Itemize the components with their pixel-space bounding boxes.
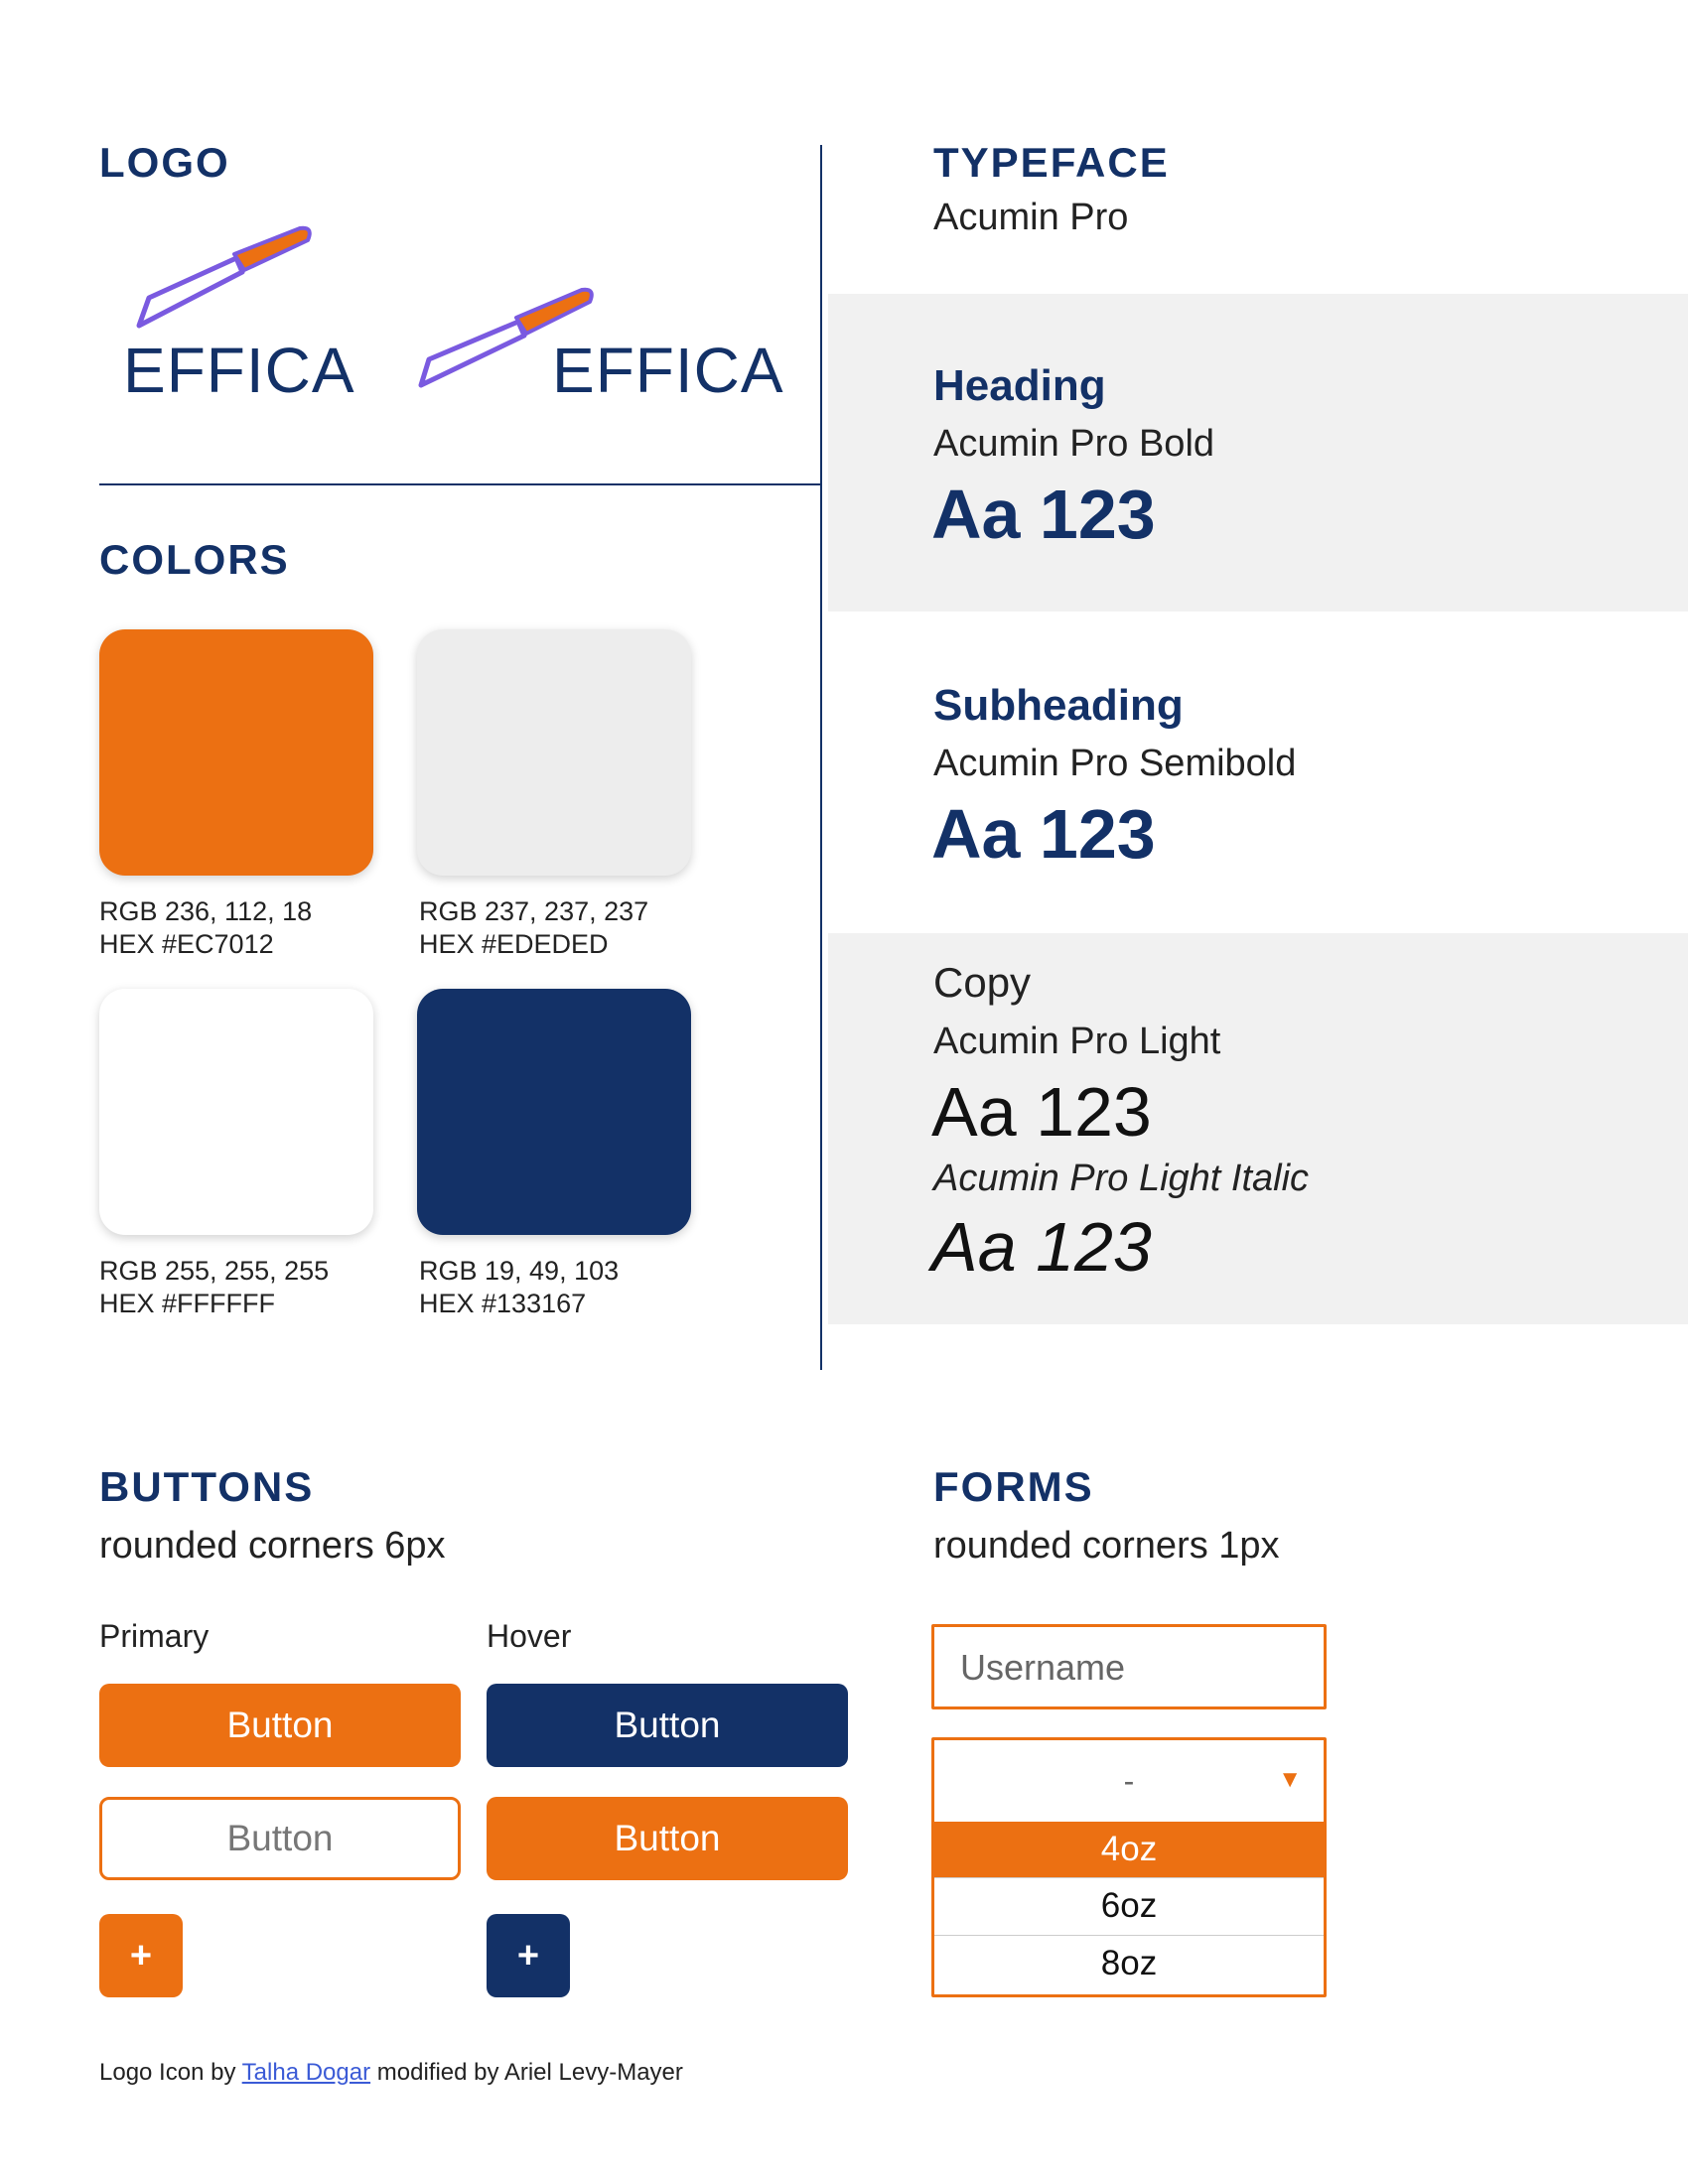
colors-section-title: COLORS: [99, 536, 290, 583]
buttons-note: rounded corners 6px: [99, 1525, 446, 1567]
secondary-button[interactable]: Button: [99, 1797, 461, 1880]
attribution-suffix: modified by Ariel Levy-Mayer: [376, 2059, 683, 2086]
forms-section-title: FORMS: [933, 1463, 1094, 1510]
copy-italic-sample: Aa 123: [931, 1208, 1152, 1286]
copy-sample: Aa 123: [931, 1073, 1152, 1151]
swatch-hex: HEX #EDEDED: [419, 929, 609, 959]
forms-note: rounded corners 1px: [933, 1525, 1280, 1567]
column-divider: [820, 145, 822, 1370]
heading-label: Heading: [933, 361, 1106, 410]
swatch-rgb: RGB 236, 112, 18: [99, 896, 313, 926]
copy-weight: Acumin Pro Light: [933, 1021, 1221, 1062]
primary-label: Primary: [99, 1618, 210, 1654]
heading-sample: Aa 123: [931, 476, 1156, 553]
subheading-weight: Acumin Pro Semibold: [933, 743, 1297, 784]
swatch-navy: [417, 989, 691, 1235]
option-6oz[interactable]: 6oz: [934, 1877, 1324, 1933]
primary-button-hover[interactable]: Button: [487, 1684, 848, 1767]
secondary-button-hover[interactable]: Button: [487, 1797, 848, 1880]
swatch-rgb: RGB 237, 237, 237: [419, 896, 649, 926]
add-button[interactable]: +: [99, 1914, 183, 1997]
typeface-section-title: TYPEFACE: [933, 139, 1170, 186]
swatch-hex: HEX #FFFFFF: [99, 1289, 275, 1318]
swatch-hex: HEX #EC7012: [99, 929, 274, 959]
swatch-hex: HEX #133167: [419, 1289, 587, 1318]
dropdown-arrow-icon[interactable]: ▼: [1278, 1766, 1302, 1793]
add-button-hover[interactable]: +: [487, 1914, 570, 1997]
swatch-rgb: RGB 19, 49, 103: [419, 1256, 620, 1286]
hover-label: Hover: [487, 1618, 572, 1654]
select-value[interactable]: -: [1123, 1762, 1135, 1799]
swatch-white: [99, 989, 373, 1235]
swatch-orange: [99, 629, 373, 876]
copy-italic-weight: Acumin Pro Light Italic: [933, 1158, 1310, 1199]
subheading-sample: Aa 123: [931, 795, 1156, 873]
heading-weight: Acumin Pro Bold: [933, 423, 1215, 465]
buttons-section-title: BUTTONS: [99, 1463, 315, 1510]
section-divider: [99, 483, 821, 485]
swatch-rgb: RGB 255, 255, 255: [99, 1256, 330, 1286]
attribution-footer: [99, 2059, 683, 2087]
logo-wordmark-stacked: EFFICA: [123, 335, 355, 406]
logo-wordmark-horizontal: EFFICA: [552, 335, 784, 406]
username-placeholder: Username: [960, 1647, 1126, 1688]
copy-label: Copy: [933, 959, 1032, 1006]
size-select[interactable]: [931, 1737, 1327, 1997]
swatch-navy-label: [419, 1255, 619, 1320]
author-link[interactable]: Talha Dogar: [241, 2059, 371, 2086]
swatch-light-gray: [417, 629, 691, 876]
username-field[interactable]: [931, 1624, 1327, 1709]
typeface-family: Acumin Pro: [933, 197, 1129, 238]
subheading-label: Subheading: [933, 681, 1184, 730]
logo-section-title: LOGO: [99, 139, 230, 186]
swatch-orange-label: [99, 895, 312, 961]
primary-button[interactable]: Button: [99, 1684, 461, 1767]
attribution-prefix: Logo Icon by: [99, 2059, 236, 2086]
option-4oz[interactable]: 4oz: [934, 1822, 1324, 1877]
option-8oz[interactable]: 8oz: [934, 1935, 1324, 1990]
swatch-gray-label: [419, 895, 648, 961]
swatch-white-label: [99, 1255, 329, 1320]
knife-logo-icon: [119, 218, 338, 347]
